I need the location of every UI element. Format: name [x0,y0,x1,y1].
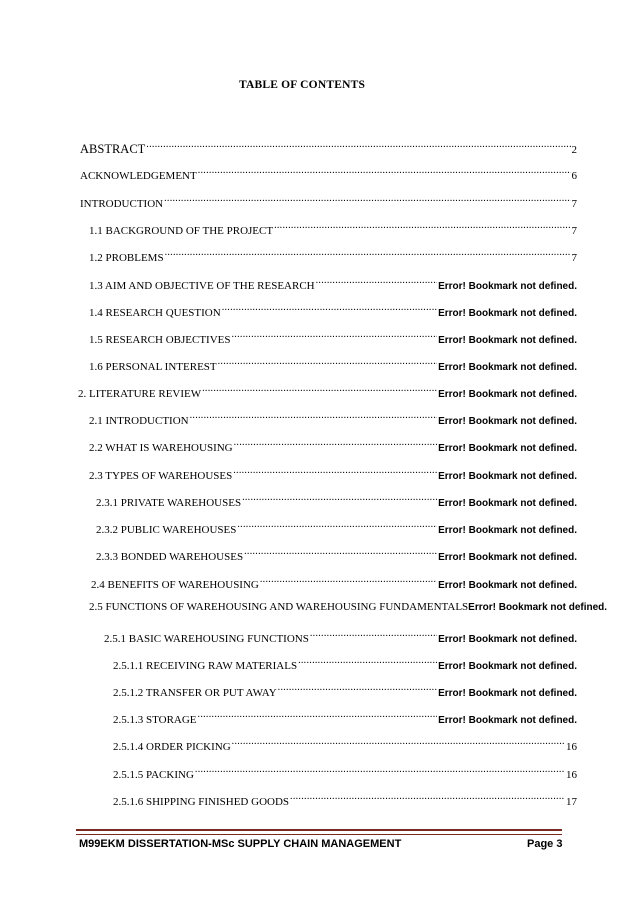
toc-dot-leader [244,544,437,560]
toc-entry-page: 6 [571,170,577,182]
toc-entry[interactable] [113,653,577,672]
toc-dot-leader [198,163,571,179]
toc-dot-leader [190,408,437,424]
toc-entry-label: 2.5.1.1 RECEIVING RAW MATERIALS [113,660,298,672]
toc-dot-leader [260,572,437,588]
toc-heading: TABLE OF CONTENTS [238,79,366,91]
toc-entry[interactable] [113,789,577,808]
toc-entry-page: 7 [571,225,577,237]
toc-entry-page: Error! Bookmark not defined. [438,471,577,482]
toc-entry-page: Error! Bookmark not defined. [438,525,577,536]
toc-entry-page: 16 [566,769,577,781]
toc-entry[interactable] [96,490,577,509]
toc-entry-label: 2.3.2 PUBLIC WAREHOUSES [96,524,237,536]
toc-entry-page: Error! Bookmark not defined. [438,335,577,346]
toc-entry[interactable] [91,572,577,591]
toc-dot-leader [234,435,437,451]
toc-entry-label: 2.5.1.3 STORAGE [113,714,197,726]
toc-entry[interactable] [89,218,577,237]
toc-dot-leader [232,327,438,343]
toc-entry[interactable] [78,381,577,400]
toc-dot-leader [232,734,565,750]
toc-entry-page: Error! Bookmark not defined. [438,661,577,672]
toc-dot-leader [290,789,565,805]
toc-entry[interactable] [89,354,577,373]
toc-entry[interactable] [89,273,577,292]
toc-entry-label: 1.5 RESEARCH OBJECTIVES [89,334,231,346]
footer-page-number: Page 3 [527,838,563,850]
toc-dot-leader [202,381,437,397]
toc-entry-label: 2.5.1.2 TRANSFER OR PUT AWAY [113,687,277,699]
toc-entry[interactable] [80,137,577,156]
toc-entry[interactable] [89,327,577,346]
toc-entry-page: Error! Bookmark not defined. [438,443,577,454]
toc-entry[interactable] [113,734,577,753]
toc-entry-page: Error! Bookmark not defined. [468,602,608,613]
toc-dot-leader [198,707,438,723]
toc-dot-leader [233,463,437,479]
toc-entry[interactable] [89,463,577,482]
footer-document-title: M99EKM DISSERTATION-MSc SUPPLY CHAIN MANAGEMENT [79,838,402,850]
toc-entry-page: Error! Bookmark not defined. [438,308,577,319]
toc-entry[interactable] [89,300,577,319]
toc-dot-leader [164,191,570,207]
toc-entry-page: 2 [571,144,577,156]
toc-entry-label: 2.3.1 PRIVATE WAREHOUSES [96,497,242,509]
toc-entry-label: 1.1 BACKGROUND OF THE PROJECT [89,225,274,237]
toc-entry-label: 2.5.1.5 PACKING [113,769,194,781]
toc-entry[interactable] [80,163,577,182]
toc-dot-leader [237,517,437,533]
toc-entry-page: 17 [566,796,577,808]
toc-entry-label: 2.5.1.4 ORDER PICKING [113,741,231,753]
toc-entry-label: 2.3 TYPES OF WAREHOUSES [89,470,233,482]
toc-entry-label: 1.2 PROBLEMS [89,252,164,264]
toc-entry[interactable] [89,245,577,264]
toc-entry-label: ACKNOWLEDGEMENT [80,170,197,182]
toc-entry-page: Error! Bookmark not defined. [438,362,577,373]
toc-dot-leader [242,490,437,506]
footer-rule [76,829,562,835]
toc-dot-leader [165,245,571,261]
toc-entry-page: Error! Bookmark not defined. [438,498,577,509]
toc-dot-leader [310,626,437,642]
toc-dot-leader [222,300,437,316]
toc-dot-leader [218,354,437,370]
toc-entry-page: 7 [571,252,577,264]
toc-dot-leader [298,653,437,669]
toc-entry-page: Error! Bookmark not defined. [438,688,577,699]
toc-entry-page: 16 [566,741,577,753]
toc-entry-label: ABSTRACT [80,142,146,156]
toc-entry-page: Error! Bookmark not defined. [438,281,577,292]
toc-entry[interactable] [89,408,577,427]
toc-entry-label: 2.5.1.6 SHIPPING FINISHED GOODS [113,796,290,808]
toc-entry-page: Error! Bookmark not defined. [438,715,577,726]
toc-entry-label: 2.5 FUNCTIONS OF WAREHOUSING AND WAREHOUSING FUNDAMENTALS [89,601,469,613]
toc-entry-label: 2.2 WHAT IS WAREHOUSING [89,442,233,454]
toc-entry-label: INTRODUCTION [80,198,164,210]
toc-entry-page: Error! Bookmark not defined. [438,389,577,400]
toc-dot-leader [195,762,565,778]
toc-entry-label: 1.3 AIM AND OBJECTIVE OF THE RESEARCH [89,280,315,292]
toc-entry[interactable] [96,544,577,563]
toc-entry[interactable] [113,707,577,726]
toc-entry[interactable] [89,599,638,615]
toc-entry[interactable] [104,626,577,645]
toc-entry-label: 2. LITERATURE REVIEW [78,388,202,400]
toc-entry-label: 2.1 INTRODUCTION [89,415,189,427]
toc-entry-label: 2.3.3 BONDED WAREHOUSES [96,551,244,563]
toc-dot-leader [146,137,570,153]
toc-entry[interactable] [89,435,577,454]
toc-dot-leader [274,218,570,234]
toc-entry-label: 1.4 RESEARCH QUESTION [89,307,221,319]
toc-entry-label: 2.4 BENEFITS OF WAREHOUSING [91,579,259,591]
toc-dot-leader [316,273,437,289]
toc-entry-label: 1.6 PERSONAL INTEREST [89,361,217,373]
toc-entry-label: 2.5.1 BASIC WAREHOUSING FUNCTIONS [104,633,309,645]
toc-entry[interactable] [113,762,577,781]
toc-entry-page: Error! Bookmark not defined. [438,416,577,427]
toc-entry-page: Error! Bookmark not defined. [438,552,577,563]
toc-entry[interactable] [80,191,577,210]
toc-entry-page: Error! Bookmark not defined. [438,580,577,591]
toc-entry[interactable] [113,680,577,699]
toc-entry-page: 7 [571,198,577,210]
toc-entry-page: Error! Bookmark not defined. [438,634,577,645]
toc-dot-leader [278,680,437,696]
toc-entry[interactable] [96,517,577,536]
